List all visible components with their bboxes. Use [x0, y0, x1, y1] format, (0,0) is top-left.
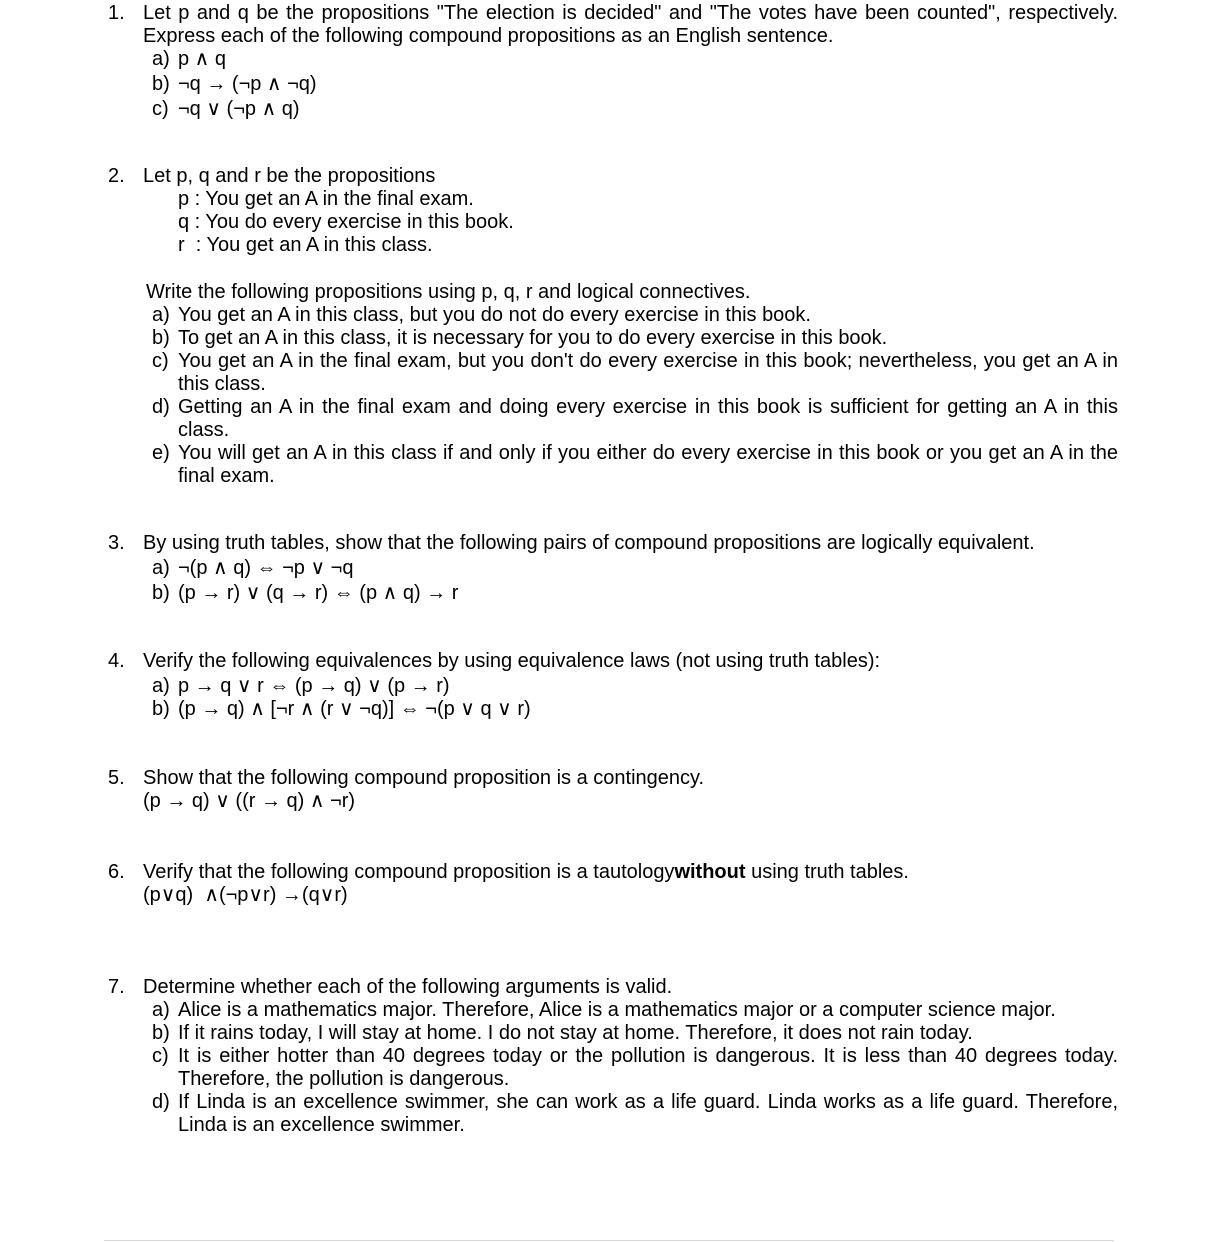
item-label: b)	[152, 73, 170, 95]
list-item	[152, 1091, 1118, 1137]
question-3	[108, 532, 1118, 605]
item-text: You get an A in this class, but you do not do every exercise in this book.	[178, 304, 811, 326]
question-instruction: Write the following propositions using p, q, r and logical connectives.	[146, 281, 751, 303]
item-text: If it rains today, I will stay at home. I do not stay at home. Therefore, it does not rain today.	[178, 1022, 973, 1044]
question-number: 6.	[108, 861, 125, 883]
question-6	[108, 861, 1118, 907]
proposition-definition: q : You do every exercise in this book.	[178, 211, 514, 233]
question-body	[143, 650, 1118, 721]
list-item	[152, 999, 1118, 1022]
proposition-formula: (p∨q) ∧(¬p∨r) →(q∨r)	[143, 884, 348, 906]
question-number: 5.	[108, 767, 125, 789]
item-label: c)	[152, 350, 169, 372]
question-7	[108, 976, 1118, 1137]
proposition-definition: p : You get an A in the final exam.	[178, 188, 474, 210]
proposition-formula: (p → q) ∨ ((r → q) ∧ ¬r)	[143, 790, 356, 812]
item-label: b)	[152, 698, 170, 720]
question-stem: Let p and q be the propositions "The election is decided" and "The votes have been counted", respectively. Express each of the following compound propositions as an English sentence.	[143, 2, 1118, 47]
list-item	[152, 442, 1118, 488]
question-body	[143, 767, 1118, 813]
stem-text: Verify that the following compound proposition is a tautology	[143, 861, 675, 883]
list-item	[152, 304, 1118, 327]
question-body	[143, 165, 1118, 488]
question-stem	[143, 861, 1118, 884]
question-4	[108, 650, 1118, 721]
item-label: e)	[152, 442, 170, 464]
proposition-definition: r : You get an A in this class.	[178, 234, 433, 256]
stem-emphasis: without	[674, 861, 746, 883]
item-label: a)	[152, 675, 170, 697]
question-stem: Verify the following equivalences by using equivalence laws (not using truth tables):	[143, 650, 881, 672]
list-item	[152, 73, 1118, 96]
list-item	[152, 557, 1118, 580]
item-formula: p ∧ q	[178, 48, 226, 70]
item-label: c)	[152, 98, 169, 120]
list-item	[152, 48, 1118, 71]
list-item	[152, 1022, 1118, 1045]
item-text: If Linda is an excellence swimmer, she can work as a life guard. Linda works as a life guard. Therefore, Linda is an excellence swimmer.	[178, 1091, 1118, 1136]
question-2	[108, 165, 1118, 488]
item-label: a)	[152, 304, 170, 326]
question-number: 1.	[108, 2, 125, 24]
item-text: You will get an A in this class if and only if you either do every exercise in this book or you get an A in the final exam.	[178, 442, 1118, 487]
list-item	[152, 396, 1118, 442]
list-item	[152, 698, 1118, 721]
item-label: b)	[152, 582, 170, 604]
list-item	[152, 1045, 1118, 1091]
item-text: To get an A in this class, it is necessary for you to do every exercise in this book.	[178, 327, 888, 349]
item-label: b)	[152, 327, 170, 349]
page-divider	[104, 1240, 1114, 1241]
item-label: d)	[152, 396, 170, 418]
item-label: c)	[152, 1045, 169, 1067]
item-label: a)	[152, 557, 170, 579]
item-formula: (p → r) ∨ (q → r) ⇔ (p ∧ q) → r	[178, 582, 459, 604]
question-stem: By using truth tables, show that the following pairs of compound propositions are logically equivalent.	[143, 532, 1035, 554]
question-body	[143, 2, 1118, 121]
item-text: You get an A in the final exam, but you don't do every exercise in this book; nevertheless, you get an A in this class.	[178, 350, 1118, 395]
item-text: It is either hotter than 40 degrees today or the pollution is dangerous. It is less than 40 degrees today. Therefore, the pollution is dangerous.	[178, 1045, 1118, 1090]
question-stem: Determine whether each of the following arguments is valid.	[143, 976, 673, 998]
question-5	[108, 767, 1118, 813]
question-body	[143, 976, 1118, 1137]
item-formula: ¬q → (¬p ∧ ¬q)	[178, 73, 317, 95]
list-item	[152, 327, 1118, 350]
question-stem: Let p, q and r be the propositions	[143, 165, 436, 187]
item-text: Alice is a mathematics major. Therefore, Alice is a mathematics major or a computer science major.	[178, 999, 1056, 1021]
item-label: a)	[152, 48, 170, 70]
question-body	[143, 532, 1118, 605]
question-number: 4.	[108, 650, 125, 672]
spacer	[143, 257, 1118, 281]
item-formula: (p → q) ∧ [¬r ∧ (r ∨ ¬q)] ⇔ ¬(p ∨ q ∨ r)	[178, 698, 531, 720]
item-formula: ¬(p ∧ q) ⇔ ¬p ∨ ¬q	[178, 557, 354, 579]
item-label: b)	[152, 1022, 170, 1044]
question-1	[108, 2, 1118, 121]
item-formula: p → q ∨ r ⇔ (p → q) ∨ (p → r)	[178, 675, 450, 697]
item-text: Getting an A in the final exam and doing every exercise in this book is sufficient for getting an A in this class.	[178, 396, 1118, 441]
question-number: 7.	[108, 976, 125, 998]
list-item	[152, 582, 1118, 605]
question-body	[143, 861, 1118, 907]
item-formula: ¬q ∨ (¬p ∧ q)	[178, 98, 300, 120]
question-stem: Show that the following compound proposition is a contingency.	[143, 767, 705, 789]
item-label: a)	[152, 999, 170, 1021]
question-number: 3.	[108, 532, 125, 554]
list-item	[152, 350, 1118, 396]
stem-text: using truth tables.	[745, 861, 909, 883]
list-item	[152, 675, 1118, 698]
list-item	[152, 98, 1118, 121]
question-number: 2.	[108, 165, 125, 187]
item-label: d)	[152, 1091, 170, 1113]
